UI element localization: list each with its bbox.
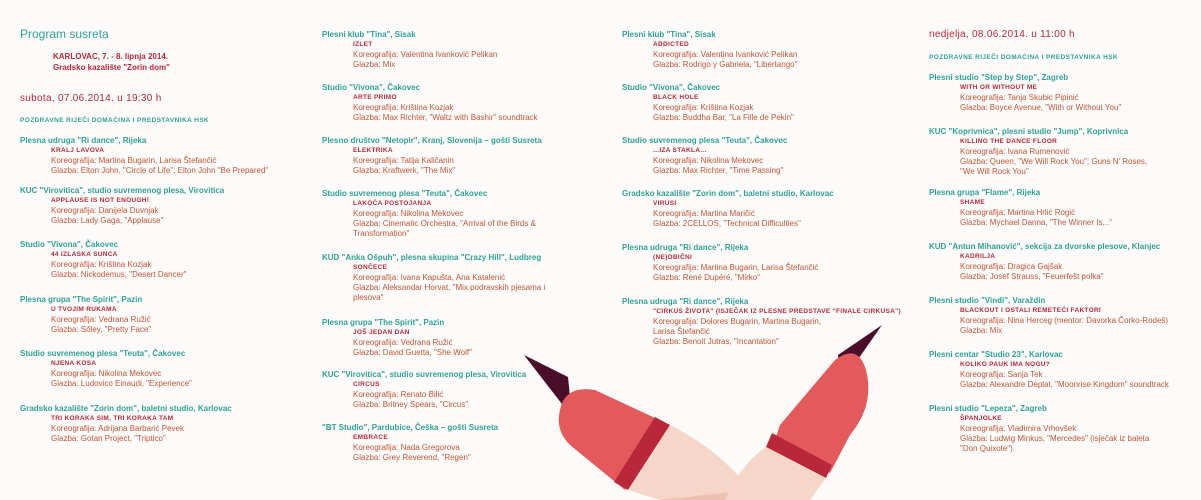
- program-entry: [929, 73, 1201, 113]
- credit-line: Koreografija: Nikolina Mekovec: [51, 368, 162, 378]
- ensemble-name: Plesni centar "Studio 23", Karlovac: [929, 350, 1063, 359]
- ensemble-name: Plesna grupa "The Spirit", Pazin: [322, 318, 445, 327]
- credit-line: Koreografija: Nikolina Mekovec: [353, 208, 464, 218]
- ballet-shoes-illustration: [510, 315, 910, 500]
- piece-title: 44 IZLASKA SUNCA: [51, 251, 118, 258]
- piece-title: APPLAUSE IS NOT ENOUGH!: [51, 197, 150, 204]
- credit-line: Koreografija: Martina Maričić: [653, 208, 755, 218]
- ensemble-name: KUC "Virovitica", studio suvremenog plesa, Virovitica: [322, 370, 527, 379]
- credit-line: Koreografija: Dolores Bugarin, Martina Bugarin,: [653, 316, 822, 326]
- credit-line: Koreografija: Renato Bilić: [353, 389, 444, 399]
- piece-title: KOLIKO PAUK IMA NOGU?: [960, 361, 1051, 368]
- program-entry: [622, 83, 922, 123]
- piece-title: VIRUSI: [653, 200, 677, 207]
- piece-title: U TVOJIM RUKAMA: [51, 306, 117, 313]
- credit-line: Glazba: Lady Gaga, "Applause": [51, 215, 164, 225]
- credit-line: Glazba: Kraftwerk, "The Mix": [353, 165, 456, 175]
- program-entry: [622, 189, 922, 229]
- piece-title: SONČECE: [353, 264, 388, 271]
- credit-line: Glazba: Grey Reverend, "Regen": [353, 452, 471, 462]
- credit-line: Glazba: Max Richter, "Time Passing": [653, 165, 784, 175]
- credit-line: Glazba: Queen, "We Will Rock You"; Guns N' Roses,: [960, 156, 1148, 166]
- credit-line: Glazba: Josef Strauss, "Feuerfešt polka": [960, 271, 1104, 281]
- piece-title: EMBRACE: [353, 434, 388, 441]
- left-shoe: [524, 355, 770, 500]
- piece-title: NJENA KOSA: [51, 360, 97, 367]
- credit-line: Koreografija: Dragica Gajšak: [960, 261, 1063, 271]
- piece-title: ŠPANJOLKE: [960, 415, 1002, 422]
- piece-title: JOŠ JEDAN DAN: [353, 329, 410, 336]
- right-shoe: [725, 325, 882, 500]
- credit-line: "Don Quixote"): [960, 443, 1013, 453]
- credit-line: Glazba: Britney Spears, "Circus": [353, 399, 469, 409]
- credit-line: Glazba: René Dupéré, "Mirko": [653, 272, 761, 282]
- ensemble-name: Studio "Vivona", Čakovec: [622, 83, 721, 92]
- credit-line: Glazba: Ludwig Minkus, "Mercedes" (isječak iz baleta: [960, 433, 1150, 443]
- piece-title: BLACK HOLE: [653, 94, 699, 101]
- credit-line: Glazba: Mychael Danna, "The Winner Is...": [960, 217, 1112, 227]
- program-entry: [929, 350, 1201, 390]
- credit-line: Glazba: Elton John, "Circle of Life"; Elton John "Be Prepared": [51, 165, 269, 175]
- credit-line: Koreografija: Danijela Duvnjak: [51, 205, 159, 215]
- piece-title: KADRILJA: [960, 253, 996, 260]
- credit-line: Glazba: Sőley, "Pretty Face": [51, 324, 152, 334]
- ensemble-name: Plesna udruga "Ri dance", Rijeka: [622, 297, 749, 306]
- saturday-welcome: POZDRAVNE RIJEČI DOMAĆINA I PREDSTAVNIKA HSK: [20, 117, 210, 124]
- credit-line: Glazba: Cinematic Orchestra, "Arrival of the Birds &: [353, 218, 536, 228]
- ensemble-name: Gradsko kazalište "Zorin dom", baletni studio, Karlovac: [20, 404, 232, 413]
- piece-title: ARTE PRIMO: [353, 94, 397, 101]
- piece-title: ...IZA STAKLA...: [653, 147, 707, 154]
- program-entry: [20, 136, 305, 176]
- program-entry: [622, 136, 922, 176]
- credit-line: Koreografija: Nada Gregorova: [353, 442, 460, 452]
- credit-line: Transformation": [353, 228, 410, 238]
- ensemble-name: Studio "Vivona", Čakovec: [322, 83, 421, 92]
- program-entry: [20, 295, 305, 335]
- saturday-heading: subota, 07.06.2014. u 19:30 h: [20, 93, 162, 104]
- place-line-1: KARLOVAC, 7. - 8. lipnja 2014.: [53, 52, 168, 61]
- credit-line: Larisa Štefančić: [653, 326, 710, 336]
- credit-line: Koreografija: Tatija Kaličanin: [353, 155, 454, 165]
- credit-line: Koreografija: Martina Bugarin, Larisa Štefančić: [653, 262, 819, 272]
- program-entry: [20, 404, 305, 444]
- ensemble-name: Plesni studio "Vindi", Varaždin: [929, 296, 1046, 305]
- credit-line: Glazba: 2CELLOS, "Technical Difficulties": [653, 218, 801, 228]
- credit-line: Glazba: Alexandre Deplat, "Moonrise Kingdom" soundtrack: [960, 379, 1169, 389]
- credit-line: Koreografija: Nina Herceg (mentor: Davorka Čorko-Rodeš): [960, 315, 1169, 325]
- program-entry: [322, 83, 612, 123]
- ensemble-name: Plesno društvo "Netopir", Kranj, Slovenija – gošti Susreta: [322, 136, 542, 145]
- credit-line: Glazba: Boyce Avenue, "With or Without You": [960, 102, 1122, 112]
- credit-line: Koreografija: Ivana Kapušta, Ana Katalenić: [353, 272, 506, 282]
- ensemble-name: KUD "Anka Ošpuh", plesna skupina "Crazy Hill", Ludbreg: [322, 253, 542, 262]
- program-entry: [20, 240, 305, 280]
- credit-line: Koreografija: Nikolina Mekovec: [653, 155, 764, 165]
- credit-line: Glazba: Ludovico Einaudi, "Experience": [51, 378, 192, 388]
- ensemble-name: Plesna udruga "Ri dance", Rijeka: [20, 136, 147, 145]
- program-entry: [322, 136, 612, 176]
- program-entry: [622, 30, 922, 70]
- program-entry: [929, 296, 1201, 336]
- program-entry: [322, 30, 612, 70]
- ensemble-name: Studio suvremenog plesa "Teuta", Čakovec: [322, 189, 488, 198]
- credit-line: Koreografija: Martina Bugarin, Larisa Štefančić: [51, 155, 217, 165]
- credit-line: Koreografija: Sanja Tek: [960, 369, 1043, 379]
- place-line-2: Gradsko kazalište "Zorin dom": [53, 63, 170, 72]
- piece-title: IZLET: [353, 41, 373, 48]
- credit-line: Koreografija: Kriština Kozjak: [353, 102, 454, 112]
- piece-title: KILLING THE DANCE FLOOR: [960, 138, 1058, 145]
- credit-line: Glazba: Mix: [353, 59, 396, 69]
- program-entry: [929, 242, 1201, 282]
- ensemble-name: Gradsko kazalište "Zorin dom", baletni studio, Karlovac: [622, 189, 834, 198]
- sunday-welcome: POZDRAVNE RIJEČI DOMAĆINA I PREDSTAVNIKA HSK: [929, 54, 1119, 61]
- ensemble-name: Plesna grupa "Flame", Rijeka: [929, 188, 1041, 197]
- credit-line: Glazba: Gotan Project, "Triptico": [51, 433, 166, 443]
- ensemble-name: Plesni studio "Lepeza", Zagreb: [929, 404, 1047, 413]
- program-entry: [322, 189, 612, 239]
- credit-line: Glazba: Nickodemus, "Desert Dancer": [51, 269, 187, 279]
- credit-line: Koreografija: Tanja Skubic Pipinić: [960, 92, 1079, 102]
- program-entry: [929, 127, 1201, 177]
- piece-title: TRI KORAKA SIM, TRI KORAKA TAM: [51, 415, 174, 422]
- program-entry: [929, 188, 1201, 228]
- piece-title: ADDICTED: [653, 41, 689, 48]
- piece-title: KRALJ LAVOVA: [51, 147, 105, 154]
- ensemble-name: Studio "Vivona", Čakovec: [20, 240, 119, 249]
- credit-line: Glazba: Buddha Bar, "La Fille de Pekin": [653, 112, 794, 122]
- credit-line: Glazba: Rodrigo y Gabriela, "Libertango": [653, 59, 798, 69]
- ensemble-name: Plesni klub "Tina", Sisak: [322, 30, 416, 39]
- credit-line: Koreografija: Adrijana Barbarić Pevek: [51, 423, 184, 433]
- ensemble-name: Studio suvremenog plesa "Teuta", Čakovec: [20, 349, 186, 358]
- credit-line: Koreografija: Valentina Ivanković Pelikan: [653, 49, 798, 59]
- program-entry: [322, 253, 612, 303]
- credit-line: Koreografija: Martina Hrlić Rogić: [960, 207, 1076, 217]
- credit-line: Glazba: David Guetta, "She Wolf": [353, 347, 472, 357]
- piece-title: (NE)OBIČNI: [653, 254, 693, 261]
- credit-line: Glazba: Aleksandar Horvat, "Mix podravskih pjesama i: [353, 282, 546, 292]
- program-entry: [20, 349, 305, 389]
- ensemble-name: Plesni studio "Step by Step", Zagreb: [929, 73, 1069, 82]
- piece-title: CIRCUS: [353, 381, 380, 388]
- ensemble-name: "BT Studio", Pardubice, Češka – gošti Susreta: [322, 423, 499, 432]
- credit-line: Koreografija: Vedrana Ružić: [51, 314, 151, 324]
- credit-line: Glazba: Mix: [960, 325, 1003, 335]
- piece-title: "CIRKUS ŽIVOTA" (ISJEČAK IZ PLESNE PREDSTAVE "FINALE CIRKUSA"): [653, 308, 901, 315]
- ensemble-name: KUD "Antun Mihanović", sekcija za dvorske plesove, Klanjec: [929, 242, 1161, 251]
- program-entry: [929, 404, 1201, 454]
- piece-title: LAKOĆA POSTOJANJA: [353, 200, 432, 207]
- page-title: Program susreta: [20, 27, 109, 41]
- credit-line: Glazba: Benoit Jutras, "Incantation": [653, 336, 779, 346]
- credit-line: plesova": [353, 292, 384, 302]
- ensemble-name: Studio suvremenog plesa "Teuta", Čakovec: [622, 136, 788, 145]
- ensemble-name: Plesni klub "Tina", Sisak: [622, 30, 716, 39]
- credit-line: Koreografija: Kriština Kozjak: [51, 259, 152, 269]
- ensemble-name: KUC "Virovitica", studio suvremenog plesa, Virovitica: [20, 186, 225, 195]
- credit-line: Koreografija: Kriština Kozjak: [653, 102, 754, 112]
- program-entry: [622, 243, 922, 283]
- credit-line: Koreografija: Vedrana Ružić: [353, 337, 453, 347]
- credit-line: Koreografija: Valentina Ivanković Pelikan: [353, 49, 498, 59]
- credit-line: Koreografija: Ivana Rumenović: [960, 146, 1070, 156]
- ensemble-name: KUC "Koprivnica", plesni studio "Jump", Koprivnica: [929, 127, 1129, 136]
- piece-title: WITH OR WITHOUT ME: [960, 84, 1038, 91]
- credit-line: Koreografija: Vladimira Vrhovšek: [960, 423, 1077, 433]
- piece-title: BLACKOUT I OSTALI REMETEĆI FAKTORI: [960, 307, 1102, 314]
- credit-line: Glazba: Max Richter, "Waltz with Bashir" soundtrack: [353, 112, 538, 122]
- sunday-heading: nedjelja, 08.06.2014. u 11:00 h: [929, 29, 1075, 40]
- ensemble-name: Plesna udruga "Ri dance", Rijeka: [622, 243, 749, 252]
- credit-line: "We Will Rock You": [960, 166, 1029, 176]
- program-entry: [20, 186, 305, 226]
- ensemble-name: Plesna grupa "The Spirit", Pazin: [20, 295, 143, 304]
- piece-title: SHAME: [960, 199, 985, 206]
- piece-title: ELEKTRIKA: [353, 147, 393, 154]
